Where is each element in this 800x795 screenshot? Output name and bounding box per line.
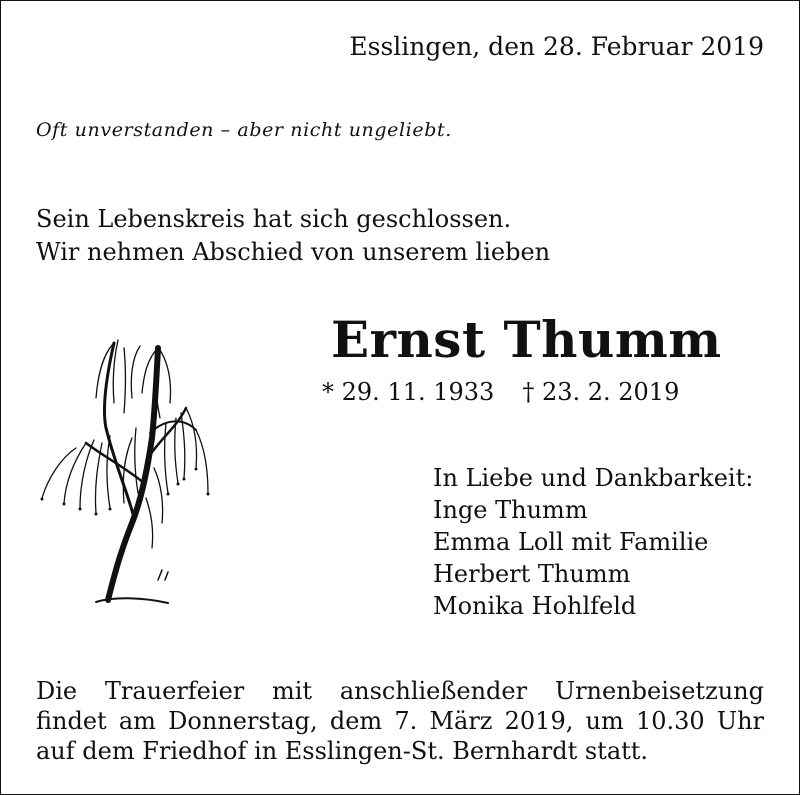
service-line: Die Trauerfeier mit anschließender Urnenbeisetzung <box>36 677 764 705</box>
death-date: † 23. 2. 2019 <box>522 378 680 406</box>
mourners-list <box>433 462 753 622</box>
mourner-name: Emma Loll mit Familie <box>433 528 709 556</box>
service-line: findet am Donnerstag, dem 7. März 2019, um 10.30 Uhr <box>36 707 764 735</box>
service-info <box>36 676 764 766</box>
mourner-name: Inge Thumm <box>433 496 588 524</box>
motto: Oft unverstanden – aber nicht ungeliebt. <box>36 119 452 141</box>
birth-date: * 29. 11. 1933 <box>322 378 495 406</box>
life-dates <box>322 378 679 406</box>
intro-text <box>36 203 550 269</box>
place-date: Esslingen, den 28. Februar 2019 <box>349 32 764 61</box>
intro-line: Sein Lebenskreis hat sich geschlossen. <box>36 205 512 233</box>
mourner-name: Monika Hohlfeld <box>433 592 637 620</box>
mourner-name: Herbert Thumm <box>433 560 631 588</box>
weeping-willow-tree-icon <box>36 318 216 608</box>
service-line: auf dem Friedhof in Esslingen-St. Bernhardt statt. <box>36 737 649 765</box>
mourners-heading: In Liebe und Dankbarkeit: <box>433 464 754 492</box>
intro-line: Wir nehmen Abschied von unserem lieben <box>36 238 551 266</box>
deceased-name: Ernst Thumm <box>331 310 722 369</box>
